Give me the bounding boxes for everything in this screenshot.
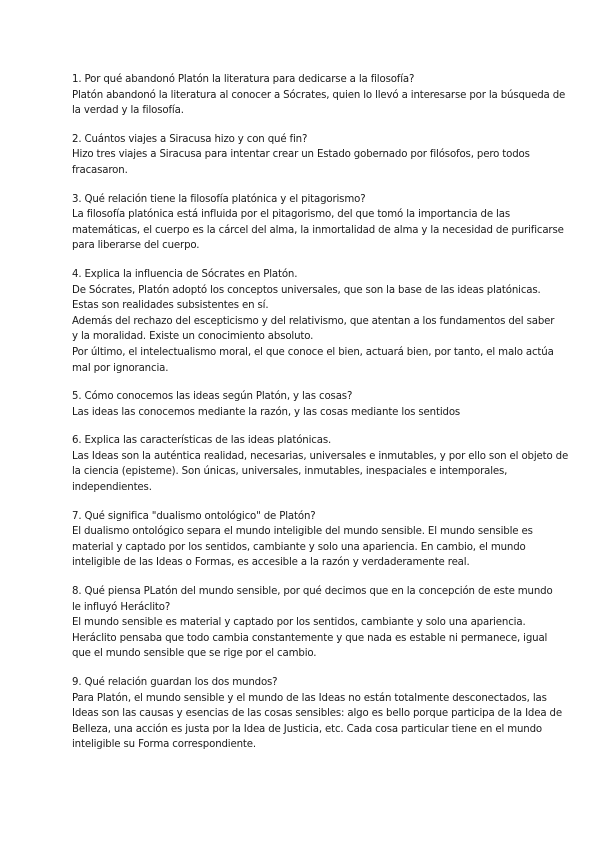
answer-4-line-1: De Sócrates, Platón adoptó los conceptos universales, que son la base de las ideas platónicas. [72, 284, 541, 296]
answer-8-line-2: Heráclito pensaba que todo cambia constantemente y que nada es estable ni permanece, igual [72, 632, 548, 644]
answer-8-line-1: El mundo sensible es material y captado por los sentidos, cambiante y solo una apariencia. [72, 617, 526, 629]
qa-section-1 [72, 72, 566, 119]
answer-4-line-4: y la moralidad. Existe un conocimiento absoluto. [72, 331, 314, 343]
answer-9-line-1: Para Platón, el mundo sensible y el mundo de las Ideas no están totalmente desconectados, las [72, 692, 547, 704]
question-4: 4. Explica la influencia de Sócrates en Platón. [72, 268, 298, 280]
answer-7-line-3: inteligible de las Ideas o Formas, es accesible a la razón y verdaderamente real. [72, 557, 470, 569]
answer-7-line-2: material y captado por los sentidos, cambiante y solo una apariencia. En cambio, el mundo [72, 541, 526, 553]
answer-9-line-2: Ideas son las causas y esencias de las cosas sensibles: algo es bello porque participa de la Idea de [72, 708, 562, 720]
answer-6-line-1: Las Ideas son la auténtica realidad, necesarias, universales e inmutables, y por ello son el objeto de [72, 450, 569, 462]
answer-9-line-3: Belleza, una acción es justa por la Idea de Justicia, etc. Cada cosa particular tiene en el mundo [72, 723, 542, 735]
answer-3-line-1: La filosofía platónica está influida por el pitagorismo, del que tomó la importancia de las [72, 209, 510, 221]
question-9: 9. Qué relación guardan los dos mundos? [72, 677, 278, 688]
answer-7-line-1: El dualismo ontológico separa el mundo inteligible del mundo sensible. El mundo sensible es [72, 526, 533, 538]
qa-section-7 [72, 509, 532, 571]
answer-8-line-3: que el mundo sensible que se rige por el cambio. [72, 648, 317, 660]
answer-4-line-3: Además del rechazo del escepticismo y del relativismo, que atentan a los fundamentos del saber [72, 315, 555, 327]
answer-6-line-2: la ciencia (episteme). Son únicas, universales, inmutables, inespaciales e intemporales, [72, 466, 508, 478]
answer-9-line-4: inteligible su Forma correspondiente. [72, 739, 256, 751]
answer-4-line-5: Por último, el intelectualismo moral, el que conoce el bien, actuará bien, por tanto, el malo actúa [72, 346, 554, 358]
qa-section-5 [72, 389, 532, 420]
answer-1-line-1: Platón abandonó la literatura al conocer a Sócrates, quien lo llevó a interesarse por la búsqueda de [72, 89, 566, 101]
question-6: 6. Explica las características de las ideas platónicas. [72, 435, 332, 447]
qa-section-3 [72, 192, 564, 254]
qa-section-4 [72, 267, 555, 376]
qa-section-9 [72, 675, 562, 753]
qa-section-2 [72, 132, 532, 179]
answer-3-line-2: matemáticas, el cuerpo es la cárcel del alma, la inmortalidad de alma y la necesidad de purificarse [72, 224, 564, 236]
question-8: 8. Qué piensa PLatón del mundo sensible, por qué decimos que en la concepción de este mundo [72, 586, 553, 598]
answer-1-line-2: la verdad y la filosofía. [72, 105, 184, 117]
question-3: 3. Qué relación tiene la filosofía platónica y el pitagorismo? [72, 193, 366, 205]
answer-5-line-1: Las ideas las conocemos mediante la razón, y las cosas mediante los sentidos [72, 406, 461, 418]
qa-section-6 [72, 433, 569, 495]
question-1: 1. Por qué abandonó Platón la literatura para dedicarse a la filosofía? [72, 74, 415, 85]
question-2: 2. Cuántos viajes a Siracusa hizo y con qué fin? [72, 133, 308, 145]
answer-4-line-6: mal por ignorancia. [72, 362, 169, 374]
answer-4-line-2: Estas son realidades subsistentes en sí. [72, 300, 269, 312]
answer-6-line-3: independientes. [72, 482, 152, 494]
answer-2-line-1: Hizo tres viajes a Siracusa para intentar crear un Estado gobernado por filósofos, pero todos [72, 149, 530, 161]
answer-2-line-2: fracasaron. [72, 164, 128, 176]
question-5: 5. Cómo conocemos las ideas según Platón, y las cosas? [72, 391, 353, 403]
qa-section-8 [72, 584, 553, 662]
question-7: 7. Qué significa "dualismo ontológico" de Platón? [72, 510, 316, 522]
document-page [72, 72, 569, 766]
question-8-cont: le influyó Heráclito? [72, 601, 171, 613]
answer-3-line-3: para liberarse del cuerpo. [72, 240, 200, 252]
